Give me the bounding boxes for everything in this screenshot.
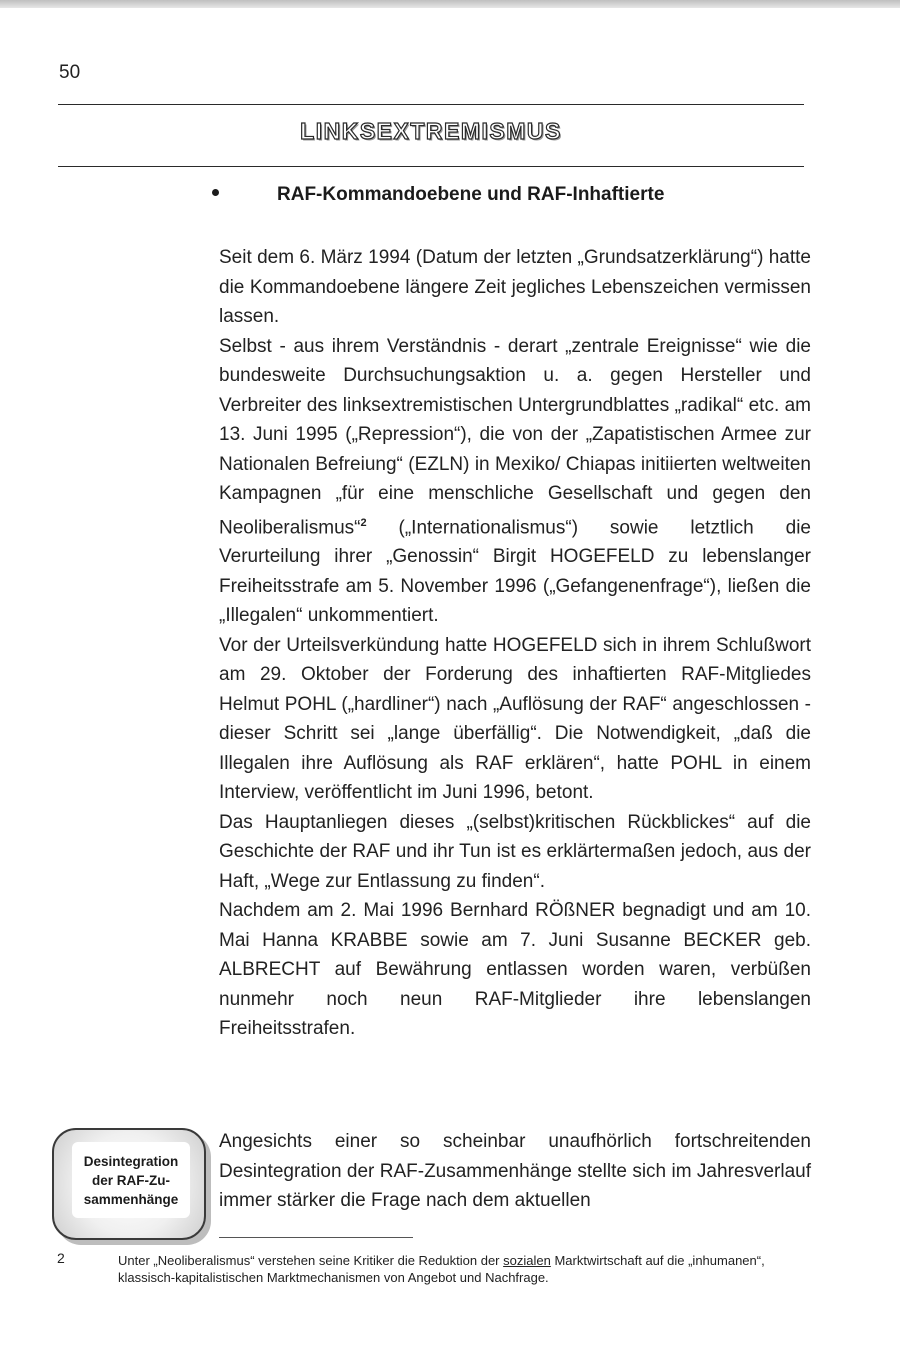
margin-note-text xyxy=(72,1142,190,1218)
paragraph: Vor der Urteilsverkündung hatte HOGEFELD sich in ihrem Schlußwort am 29. Oktober der Forderung des inhaftierten RAF-Mitgliedes Helmut POHL („hardliner“) nach „Auflösung der RAF“ angeschlossen - dieser Schritt sei „lange überfällig“. Die Notwendigkeit, „daß die Illegalen ihre Auflösung als RAF erklären“, hatte POHL in einem Interview, veröffentlicht im Juni 1996, betont. xyxy=(219,634,811,804)
bullet-icon xyxy=(212,189,219,196)
body-text xyxy=(219,243,811,1044)
paragraph: Nachdem am 2. Mai 1996 Bernhard RÖßNER begnadigt und am 10. Mai Hanna KRABBE sowie am 7. Juni Susanne BECKER geb. ALBRECHT auf Bewährung entlassen worden waren, verbüßen nunmehr noch neun RAF-Mitglieder ihre lebenslangen Freiheitsstrafen. xyxy=(219,900,811,1040)
paragraph-continued: Angesichts einer so scheinbar unaufhörlich fortschreitenden Desintegration der RAF-Zusammenhänge stellte sich im Jahresverlauf immer stärker die Frage nach dem aktuellen xyxy=(219,1131,811,1211)
footnote-rule xyxy=(219,1237,413,1238)
footnote-reference: 2 xyxy=(360,516,367,529)
section-heading xyxy=(212,184,664,206)
margin-note-line: der RAF-Zu- xyxy=(91,1172,170,1188)
margin-note-line: Desintegration xyxy=(83,1153,179,1169)
paragraph: Seit dem 6. März 1994 (Datum der letzten „Grundsatzerklärung“) hatte die Kommandoebene längere Zeit jegliches Lebenszeichen vermissen lassen. xyxy=(219,247,811,327)
margin-note-line: sammenhänge xyxy=(83,1191,179,1207)
running-header: LINKSEXTREMISMUS xyxy=(300,118,562,144)
section-heading-text: RAF-Kommandoebene und RAF-Inhaftierte xyxy=(277,184,665,205)
footnote-number: 2 xyxy=(57,1250,65,1266)
scan-edge xyxy=(0,0,900,8)
paragraph: Das Hauptanliegen dieses „(selbst)kritischen Rückblickes“ auf die Geschichte der RAF und ihr Tun ist es erklärtermaßen jedoch, aus der Haft, „Wege zur Entlassung zu finden“. xyxy=(219,811,811,892)
margin-note-box xyxy=(52,1128,206,1240)
page-number: 50 xyxy=(59,62,81,83)
header-rule-bottom xyxy=(58,166,804,167)
footnote-underlined-word: sozialen xyxy=(503,1253,551,1268)
header-rule-top xyxy=(58,104,804,105)
paragraph: Selbst - aus ihrem Verständnis - derart „zentrale Ereignisse“ wie die bundesweite Durchsuchungsaktion u. a. gegen Hersteller und Verbreiter des linksextremistischen Untergrundblattes „radikal“ etc. am 13. Juni 1995 („Repression“), die von der „Zapatistischen Armee zur Nationalen Befreiung“ (EZLN) in Mexiko/ Chiapas initiierten weltweiten Kampagnen „für eine menschliche Gesellschaft und gegen den Neoliberalismus“$^2$ („Internationalismus“) sowie letztlich die Verurteilung ihrer „Genossin“ Birgit HOGEFELD zu lebenslanger Freiheitsstrafe am 5. November 1996 („Gefangenenfrage“), ließen die „Illegalen“ unkommentiert. xyxy=(219,335,811,627)
footnote-text: Unter „Neoliberalismus“ verstehen seine Kritiker die Reduktion der sozialen Marktwirtschaft auf die „inhumanen“, klassisch-kapitalistischen Marktmechanismen von Angebot und Nachfrage. xyxy=(118,1253,765,1285)
